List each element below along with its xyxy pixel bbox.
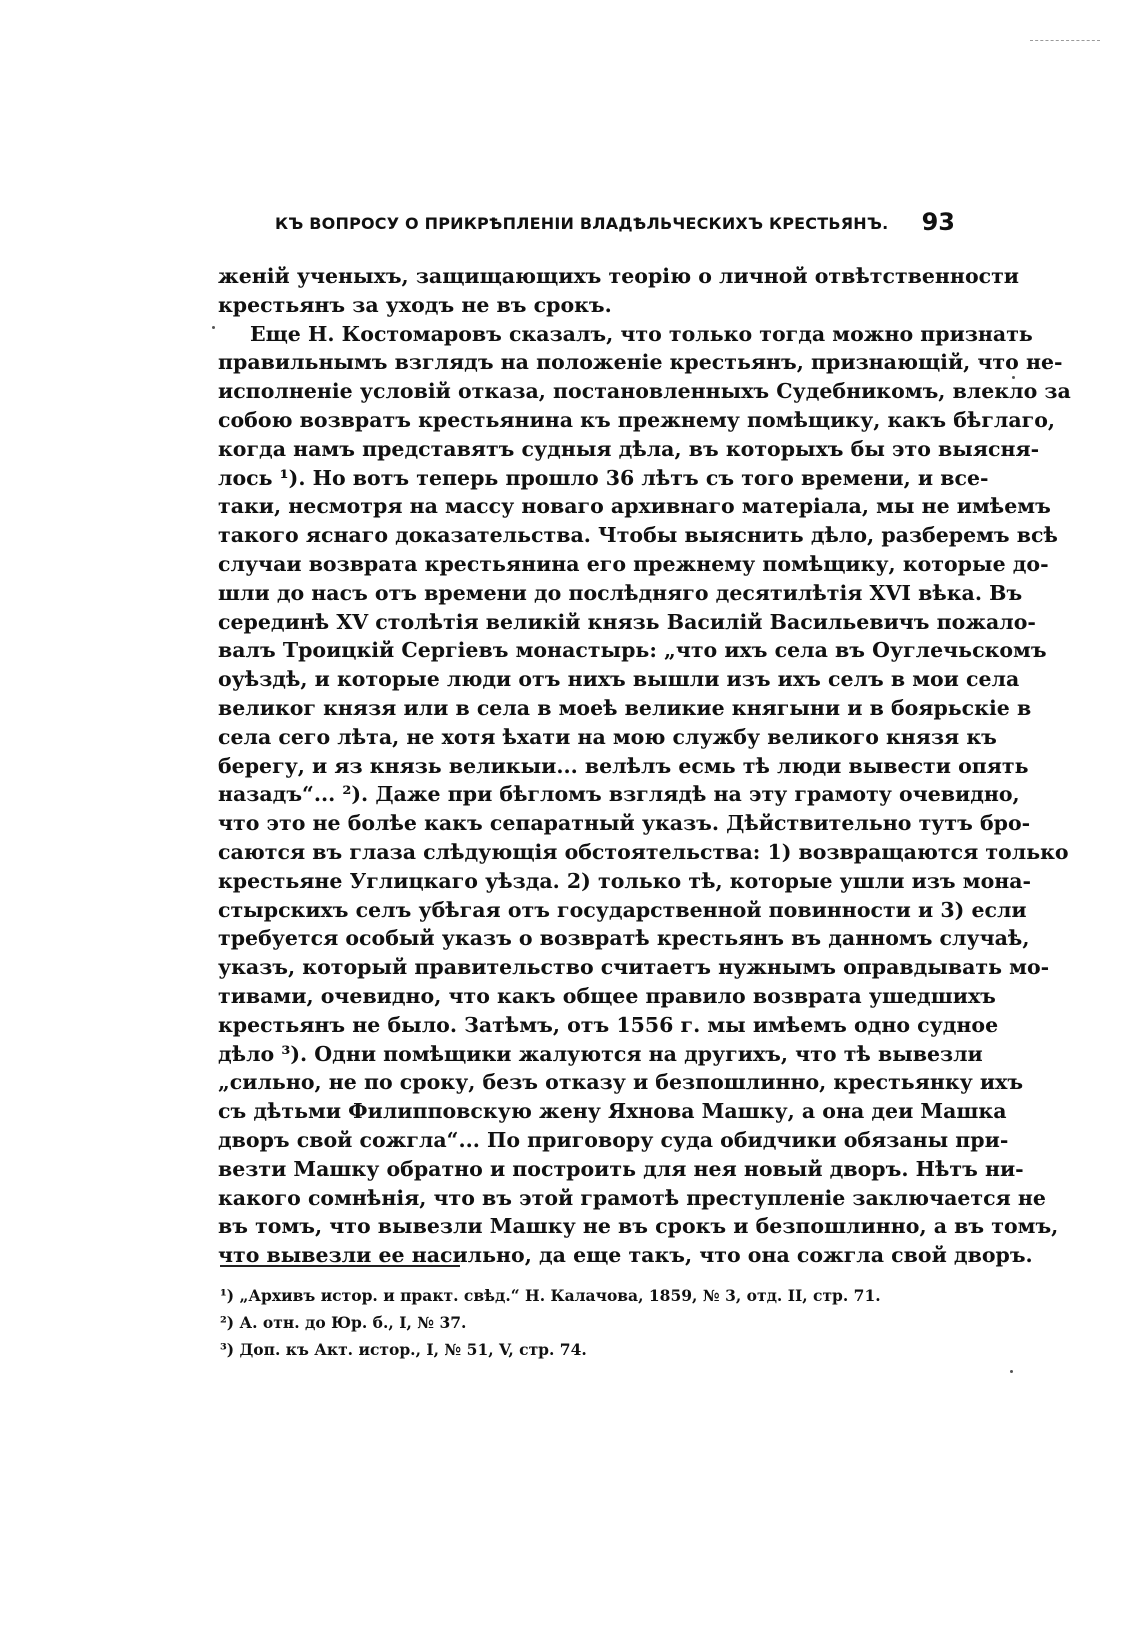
text-line: Еще Н. Костомаровъ сказалъ, что только тогда можно признать [250,321,1033,346]
text-line: саются въ глаза слѣдующія обстоятельства: 1) возвращаются только [218,839,1069,864]
text-line: назадъ“... ²). Даже при бѣгломъ взглядѣ на эту грамоту очевидно, [218,782,1020,807]
footnote-separator [220,1265,460,1267]
text-line: съ дѣтьми Филипповскую жену Яхнова Машку, а она деи Машка [218,1099,1007,1124]
text-line: села сего лѣта, не хотя ѣхати на мою службу великого князя къ [218,724,997,749]
scan-speck [212,326,215,329]
text-line: крестьянъ не было. Затѣмъ, отъ 1556 г. мы имѣемъ одно судное [218,1012,999,1037]
text-line: женій ученыхъ, защищающихъ теорію о личной отвѣтственности [218,264,1020,288]
page-number: 93 [921,208,955,236]
text-line: требуется особый указъ о возвратѣ крестьянъ въ данномъ случаѣ, [218,926,1030,951]
text-line: указъ, который правительство считаетъ нужнымъ оправдывать мо- [218,955,1050,980]
text-line: шли до насъ отъ времени до послѣдняго десятилѣтія XVI вѣка. Въ [218,580,1023,605]
text-line: дворъ свой сожгла“... По приговору суда обидчики обязаны при- [218,1127,1009,1152]
text-line: „сильно, не по сроку, безъ отказу и безпошлинно, крестьянку ихъ [218,1070,1024,1095]
text-line: въ томъ, что вывезли Машку не въ срокъ и безпошлинно, а въ томъ, [218,1214,1059,1239]
text-line: оуѣздѣ, и которые люди отъ нихъ вышли изъ ихъ селъ в мои села [218,667,1020,692]
text-line: серединѣ XV столѣтія великій князь Василій Васильевичъ пожало- [218,609,1036,634]
scan-speck [1010,1370,1013,1373]
text-line: крестьяне Углицкаго уѣзда. 2) только тѣ, которые ушли изъ мона- [218,868,1032,893]
text-line: великог князя или в села в моеѣ великие княгыни и в боярьскіе в [218,695,1032,720]
footnote-2: ²) А. отн. до Юр. б., I, № 37. [220,1313,467,1332]
text-line: таки, несмотря на массу новаго архивнаго матеріала, мы не имѣемъ [218,494,1051,519]
text-line: валъ Троицкій Сергіевъ монастырь: „что ихъ села въ Оуглечьскомъ [218,638,1047,663]
text-line: лось ¹). Но вотъ теперь прошло 36 лѣтъ съ того времени, и все- [218,465,989,490]
scan-speck [1012,376,1015,379]
footnote-1: ¹) „Архивъ истор. и практ. свѣд.“ Н. Калачова, 1859, № 3, отд. II, стр. 71. [220,1286,881,1305]
body-text [218,262,1071,1270]
text-line: собою возвратъ крестьянина къ прежнему помѣщику, какъ бѣглаго, [218,407,1056,432]
text-line: когда намъ представятъ судныя дѣла, въ которыхъ бы это выясня- [218,436,1040,461]
footnotes [220,1282,960,1363]
scan-edge-mark [1030,40,1100,41]
text-line: крестьянъ за уходъ не въ срокъ. [218,292,612,317]
running-title: КЪ ВОПРОСУ О ПРИКРѢПЛЕНІИ ВЛАДѢЛЬЧЕСКИХЪ КРЕСТЬЯНЪ. [275,214,889,233]
text-line: исполненіе условій отказа, постановленныхъ Судебникомъ, влекло за [218,379,1071,404]
text-line: дѣло ³). Одни помѣщики жалуются на другихъ, что тѣ вывезли [218,1041,983,1066]
text-line: берегу, и яз князь великыи... велѣлъ есмь тѣ люди вывести опять [218,753,1029,778]
text-line: везти Машку обратно и построить для нея новый дворъ. Нѣтъ ни- [218,1156,1024,1181]
text-line: что это не болѣе какъ сепаратный указъ. Дѣйствительно тутъ бро- [218,811,1031,836]
text-line: такого яснаго доказательства. Чтобы выяснить дѣло, разберемъ всѣ [218,523,1058,548]
footnote-3: ³) Доп. къ Акт. истор., I, № 51, V, стр. 74. [220,1340,587,1359]
text-line: какого сомнѣнія, что въ этой грамотѣ преступленіе заключается не [218,1185,1046,1210]
text-line: тивами, очевидно, что какъ общее правило возврата ушедшихъ [218,983,996,1008]
text-line: что вывезли ее насильно, да еще такъ, что она сожгла свой дворъ. [218,1243,1033,1268]
text-line: правильнымъ взглядъ на положеніе крестьянъ, признающій, что не- [218,350,1063,375]
running-header [275,208,955,238]
text-line: случаи возврата крестьянина его прежнему помѣщику, которые до- [218,551,1049,576]
text-line: стырскихъ селъ убѣгая отъ государственной повинности и 3) если [218,897,1027,922]
